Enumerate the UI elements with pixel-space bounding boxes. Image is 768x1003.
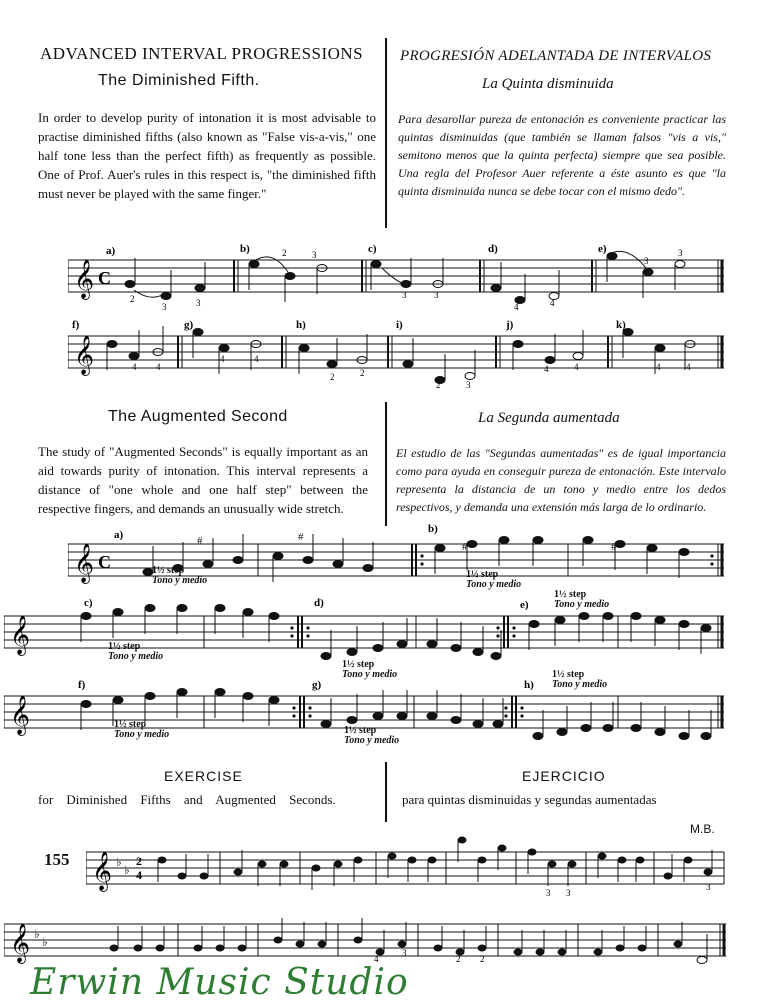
tono-text: Tono y medio	[152, 575, 208, 586]
staff-row-3	[68, 524, 724, 605]
tono-text: Tono y medio	[114, 729, 170, 740]
svg-text:4: 4	[574, 362, 579, 372]
svg-text:3: 3	[312, 250, 317, 260]
svg-text:♭: ♭	[116, 855, 122, 869]
tono-text: Tono y medio	[108, 651, 164, 662]
svg-text:i): i)	[396, 319, 403, 331]
exercise-subtitle-english: for Diminished Fifths and Augmented Seconds.	[38, 792, 336, 807]
svg-text:2: 2	[360, 368, 365, 378]
svg-text:♭: ♭	[34, 927, 40, 941]
exercise-staff-1	[86, 832, 726, 907]
svg-text:g): g)	[184, 319, 194, 331]
title-spanish: PROGRESIÓN ADELANTADA DE INTERVALOS	[400, 48, 712, 64]
svg-text:3: 3	[402, 948, 407, 958]
svg-text:3: 3	[706, 882, 711, 892]
svg-text:3: 3	[196, 298, 201, 308]
step-label	[554, 590, 609, 610]
svg-text:4: 4	[374, 954, 379, 964]
svg-text:a): a)	[114, 529, 124, 541]
svg-text:3: 3	[434, 290, 439, 300]
svg-text:2: 2	[456, 954, 461, 964]
step-text: 1½ step	[554, 589, 587, 600]
svg-text:f): f)	[72, 319, 80, 331]
svg-text:e): e)	[520, 599, 529, 611]
svg-text:4: 4	[136, 868, 142, 882]
step-label	[152, 566, 207, 586]
svg-text:c): c)	[368, 243, 377, 255]
step-label	[344, 726, 399, 746]
svg-text:4: 4	[550, 298, 555, 308]
step-text: 1½ step	[114, 719, 147, 730]
svg-text:3: 3	[466, 380, 471, 388]
step-text: 1½ step	[342, 659, 375, 670]
svg-text:3: 3	[546, 888, 551, 898]
tono-text: Tono y medio	[554, 599, 610, 610]
svg-text:C: C	[98, 268, 111, 288]
svg-text:#: #	[611, 541, 617, 553]
svg-text:d): d)	[488, 243, 498, 255]
svg-text:#: #	[298, 531, 304, 543]
svg-text:3: 3	[162, 302, 167, 312]
svg-text:e): e)	[598, 243, 607, 255]
dim-fifth-paragraph-en: In order to develop purity of intonation it is most advisable to practise diminished fifths (also known as "False vis-a-vis," one half tone less than the perfect fifth) as frequently as possible. One of Prof. Auer's rules in this respect is, "the diminished fifth must never be played with the same finger."	[38, 110, 376, 201]
svg-text:#: #	[462, 541, 468, 553]
svg-text:4: 4	[254, 354, 259, 364]
svg-text:k): k)	[616, 319, 626, 331]
svg-text:g): g)	[312, 679, 322, 691]
step-label	[114, 720, 169, 740]
tono-text: Tono y medio	[466, 579, 522, 590]
step-text: 1½ step	[552, 669, 585, 680]
exercise-title-spanish: EJERCICIO	[522, 768, 606, 784]
exercise-title-english: EXERCISE	[164, 768, 243, 784]
svg-text:2: 2	[330, 372, 335, 382]
svg-text:4: 4	[514, 302, 519, 312]
tono-text: Tono y medio	[342, 669, 398, 680]
svg-text:3: 3	[678, 248, 683, 258]
svg-text:f): f)	[78, 679, 86, 691]
step-text: 1½ step	[108, 641, 141, 652]
svg-text:2: 2	[282, 248, 287, 258]
tono-text: Tono y medio	[344, 735, 400, 746]
svg-text:4: 4	[686, 362, 691, 372]
svg-text:♭: ♭	[42, 935, 48, 949]
svg-text:3: 3	[402, 290, 407, 300]
svg-text:a): a)	[106, 245, 116, 257]
staff-row-1	[68, 240, 724, 317]
svg-text:c): c)	[84, 597, 93, 609]
dim-fifth-paragraph-es: Para desarollar pureza de entonación es conveniente practicar las quintas disminuidas (que también se llaman falsos "vis a vis," semitono menos que la quinta perfecta) siempre que sea posible. Una regla del Profesor Auer referente a éste asunto es que "la quinta disminuida nunca se debe tocar con el mismo dedo".	[398, 112, 726, 198]
svg-text:𝄞: 𝄞	[74, 337, 95, 374]
svg-text:j): j)	[506, 319, 514, 331]
svg-text:b): b)	[428, 524, 438, 535]
column-divider-3	[385, 762, 387, 822]
step-text: 1½ step	[466, 569, 499, 580]
svg-text:𝄞: 𝄞	[10, 697, 31, 734]
svg-text:4: 4	[544, 364, 549, 374]
step-label	[466, 570, 521, 590]
svg-text:2: 2	[480, 954, 485, 964]
svg-text:𝄞: 𝄞	[74, 261, 95, 298]
step-text: 1½ step	[152, 565, 185, 576]
svg-text:4: 4	[156, 362, 161, 372]
svg-text:2: 2	[136, 854, 142, 868]
svg-text:♭: ♭	[124, 863, 130, 877]
step-label	[552, 670, 607, 690]
svg-text:2: 2	[436, 380, 441, 388]
staff-row-5	[4, 669, 724, 757]
subtitle-english: The Diminished Fifth.	[98, 72, 260, 89]
svg-text:𝄞: 𝄞	[92, 853, 113, 890]
exercise-number: 155	[44, 850, 70, 869]
section-title-english: The Augmented Second	[108, 408, 288, 425]
column-divider-2	[385, 402, 387, 526]
title-english: ADVANCED INTERVAL PROGRESSIONS	[40, 44, 364, 63]
subtitle-spanish: La Quinta disminuida	[482, 76, 614, 92]
svg-text:4: 4	[220, 354, 225, 364]
svg-text:𝄞: 𝄞	[10, 617, 31, 654]
svg-text:C: C	[98, 552, 111, 572]
step-text: 1½ step	[344, 725, 377, 736]
aug-second-paragraph-en: The study of "Augmented Seconds" is equally important as an aid towards purity of intonation. This interval represents a distance of "one whole and one half step" between the respective fingers, and demands an unusually wide stretch.	[38, 444, 368, 516]
svg-text:h): h)	[524, 679, 534, 691]
svg-text:#: #	[197, 535, 203, 547]
step-label	[108, 642, 163, 662]
svg-text:3: 3	[644, 256, 649, 266]
svg-text:𝄞: 𝄞	[74, 545, 95, 582]
svg-text:4: 4	[132, 362, 137, 372]
composer-initials: M.B.	[690, 822, 715, 836]
section-title-spanish: La Segunda aumentada	[478, 410, 620, 426]
svg-text:d): d)	[314, 597, 324, 609]
tono-text: Tono y medio	[552, 679, 608, 690]
svg-text:b): b)	[240, 243, 250, 255]
staff-row-2	[68, 316, 724, 393]
aug-second-paragraph-es: El estudio de las "Segundas aumentadas" es de igual importancia como para ayuda en conseguir pureza de entonación. Este intervalo representa la distancia de un tono y medio entre los dedos respectivos, y demanda una extensión más larga de lo ordinario.	[396, 446, 726, 514]
svg-text:𝄞: 𝄞	[10, 925, 31, 962]
svg-text:3: 3	[566, 888, 571, 898]
svg-text:4: 4	[656, 362, 661, 372]
column-divider	[385, 38, 387, 228]
exercise-staff-2	[4, 904, 726, 969]
exercise-subtitle-spanish: para quintas disminuidas y segundas aumentadas	[402, 792, 657, 807]
watermark-text: Erwin Music Studio	[30, 962, 409, 1003]
svg-text:2: 2	[130, 294, 135, 304]
svg-text:h): h)	[296, 319, 306, 331]
